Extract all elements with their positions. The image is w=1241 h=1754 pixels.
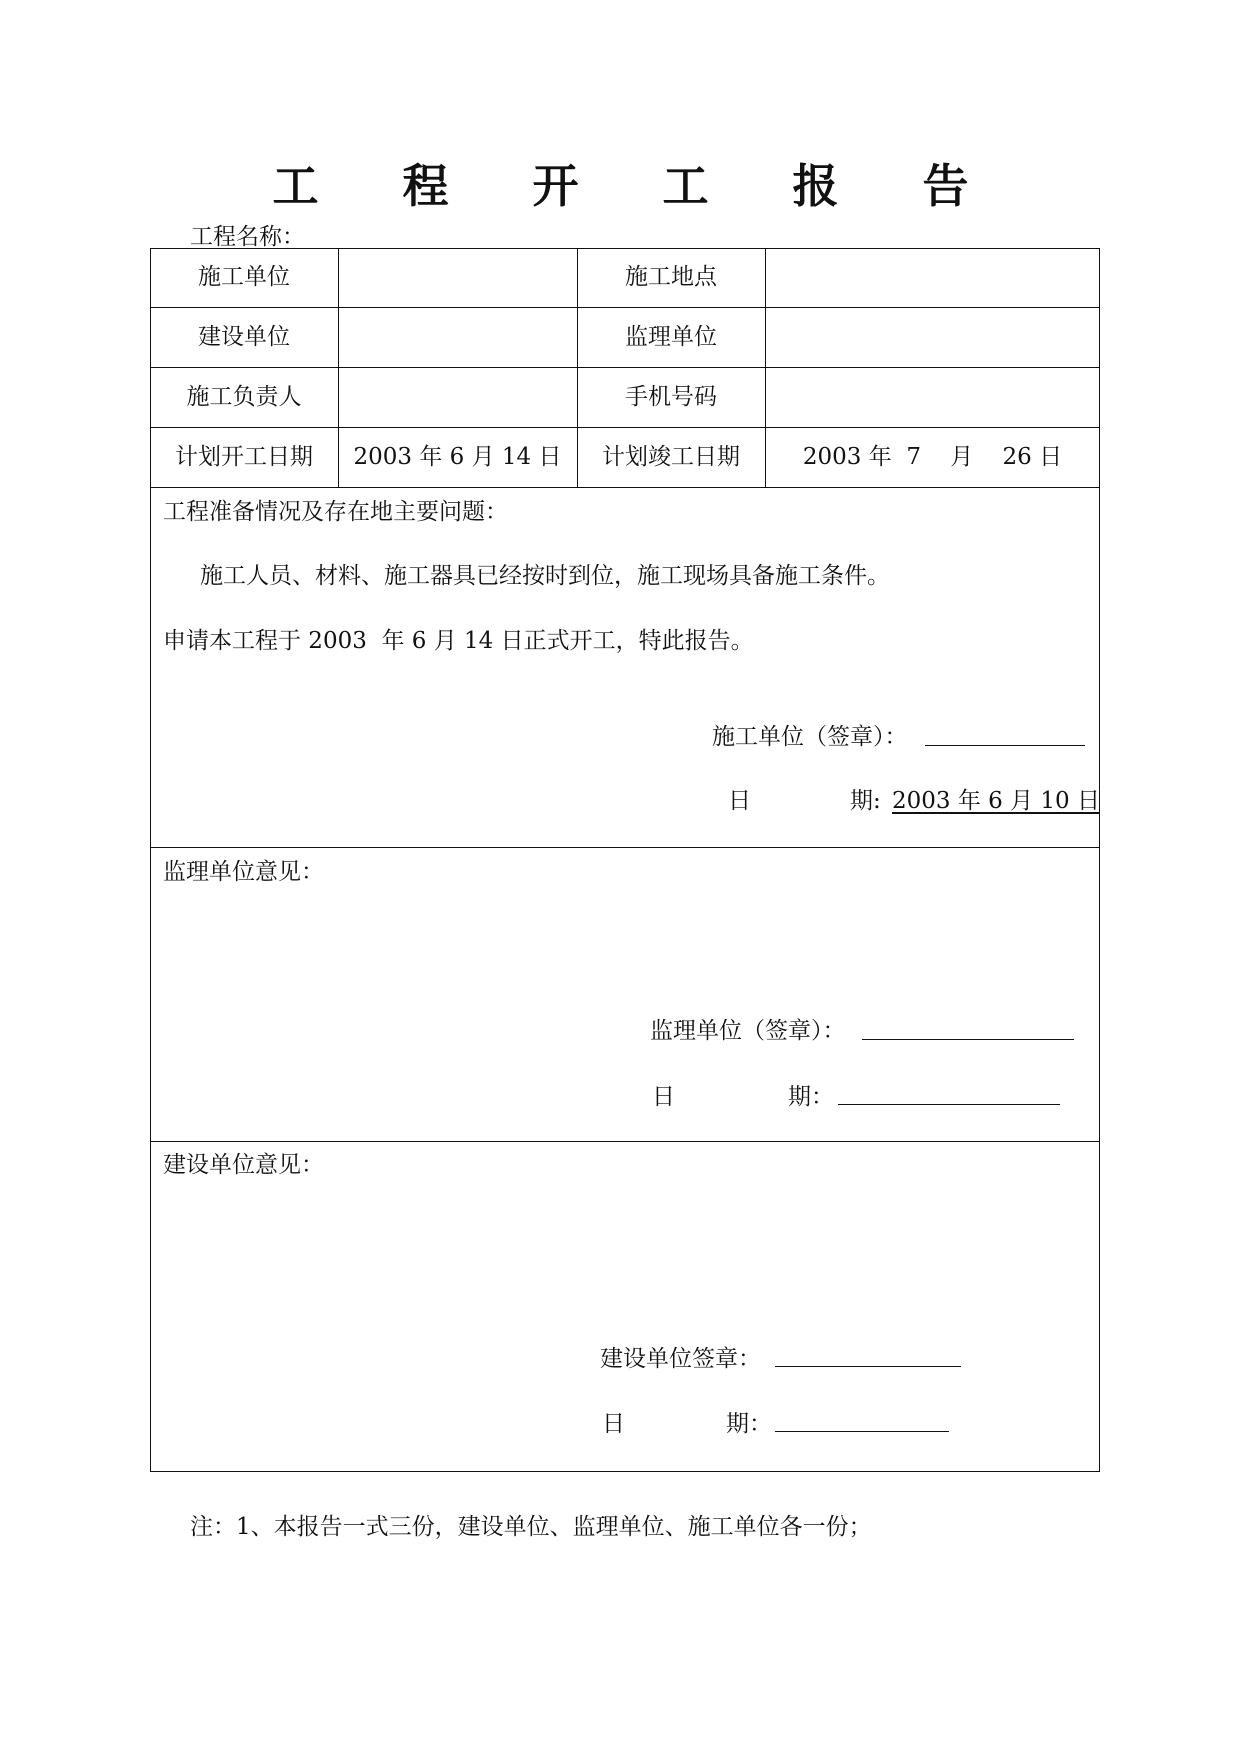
label-construction-unit: 施工单位	[198, 264, 290, 290]
site-manager-field[interactable]	[338, 368, 577, 426]
preparation-body: 施工人员、材料、施工器具已经按时到位，施工现场具备施工条件。	[200, 563, 890, 589]
construction-unit-sign-line[interactable]	[925, 745, 1085, 746]
report-date-value: 2003 年 6 月 10 日	[892, 788, 1100, 814]
owner-opinion-heading: 建设单位意见：	[163, 1152, 324, 1178]
supervision-sign-label: 监理单位（签章）：	[650, 1018, 846, 1044]
label-planned-start-date: 计划开工日期	[175, 444, 313, 470]
mobile-number-field[interactable]	[765, 368, 1100, 426]
construction-site-field[interactable]	[765, 248, 1100, 306]
planned-completion-date-value: 2003 年 7 月 26 日	[802, 444, 1063, 470]
document-title: 工 程 开 工 报 告	[272, 159, 1003, 213]
date-label-char-2: 期:	[850, 788, 881, 814]
supervision-opinion-heading: 监理单位意见：	[163, 859, 324, 885]
supervision-unit-field[interactable]	[765, 308, 1100, 366]
label-site-manager: 施工负责人	[186, 384, 302, 410]
label-supervision-unit: 监理单位	[625, 324, 717, 350]
label-construction-site: 施工地点	[625, 264, 717, 290]
footnote: 注：1、本报告一式三份，建设单位、监理单位、施工单位各一份；	[190, 1514, 872, 1540]
section-divider	[150, 1141, 1100, 1142]
preparation-heading: 工程准备情况及存在地主要问题：	[163, 499, 508, 525]
start-request-text: 申请本工程于 2003 年 6 月 14 日正式开工，特此报告。	[163, 628, 754, 654]
supervision-date-label-char-1: 日	[652, 1084, 675, 1110]
supervision-sign-line[interactable]	[862, 1039, 1074, 1040]
label-mobile-number: 手机号码	[625, 384, 717, 410]
construction-unit-field[interactable]	[338, 248, 577, 306]
section-divider	[150, 847, 1100, 848]
owner-date-label-char-1: 日	[602, 1411, 625, 1437]
date-label-char-1: 日	[728, 788, 751, 814]
supervision-date-line[interactable]	[838, 1104, 1060, 1105]
label-owner-unit: 建设单位	[198, 324, 290, 350]
owner-unit-field[interactable]	[338, 308, 577, 366]
owner-date-label-char-2: 期：	[726, 1411, 772, 1437]
planned-start-date-value: 2003 年 6 月 14 日	[353, 444, 562, 470]
owner-date-line[interactable]	[775, 1431, 949, 1432]
label-planned-completion-date: 计划竣工日期	[602, 444, 740, 470]
row-divider	[150, 487, 1100, 488]
owner-sign-label: 建设单位签章：	[600, 1346, 761, 1372]
construction-unit-sign-label: 施工单位（签章）：	[712, 724, 908, 750]
owner-sign-line[interactable]	[775, 1366, 961, 1367]
supervision-date-label-char-2: 期：	[788, 1084, 834, 1110]
project-name-label: 工程名称：	[190, 224, 305, 250]
